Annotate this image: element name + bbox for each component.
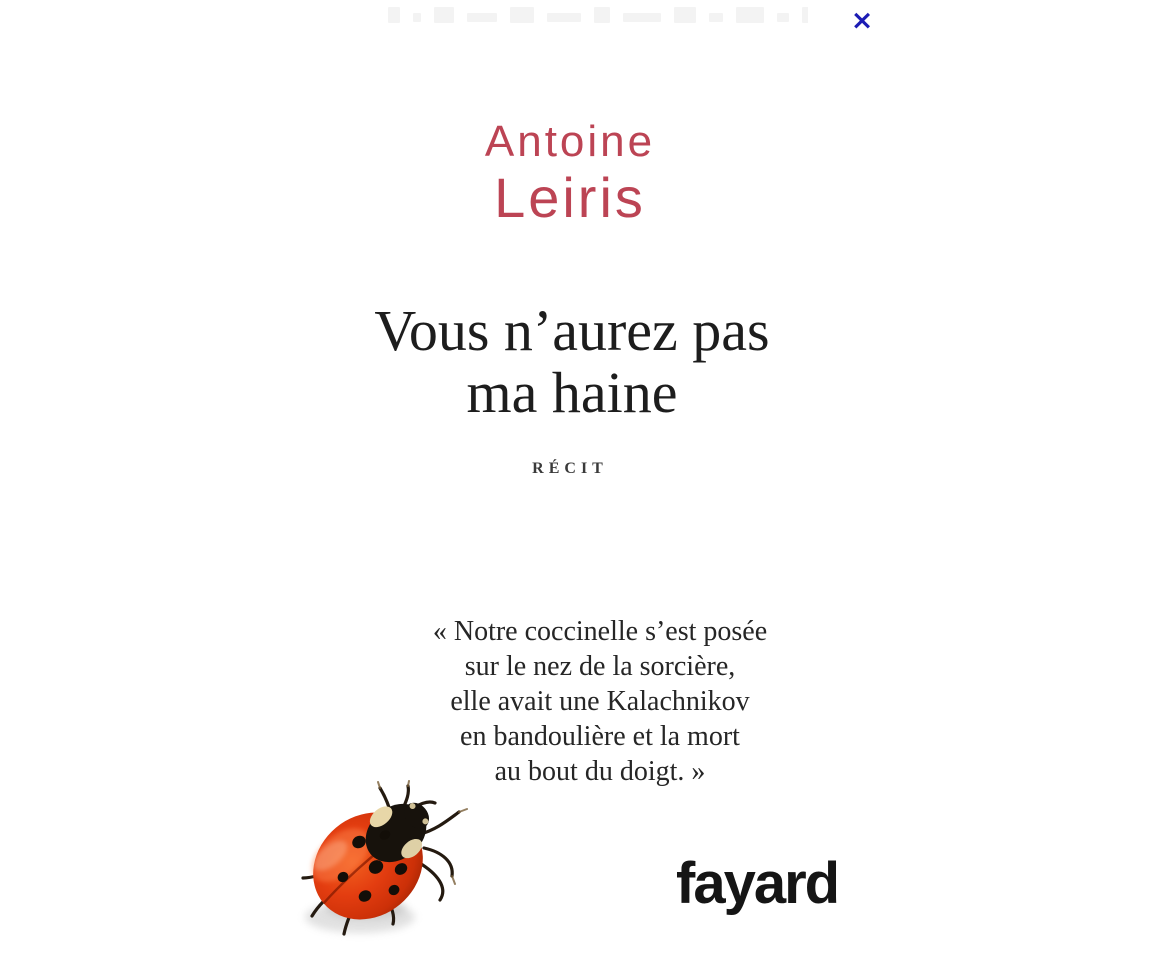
author-first-name: Antoine: [484, 117, 656, 166]
author-name: [70, 116, 1070, 228]
quote-line: au bout du doigt. »: [494, 756, 706, 787]
author-last-name: Leiris: [494, 166, 646, 229]
cropped-text-artifact: [388, 4, 808, 26]
quote-line: elle avait une Kalachnikov: [450, 686, 750, 717]
book-title: [72, 300, 1072, 424]
close-button[interactable]: [845, 3, 879, 37]
ladybug-icon: [296, 778, 481, 956]
close-icon: ×: [850, 4, 874, 36]
quote-line: « Notre coccinelle s’est posée: [432, 616, 768, 647]
genre-label: RÉCIT: [532, 460, 608, 477]
quote-line: sur le nez de la sorcière,: [464, 651, 736, 682]
cover-quote: [100, 614, 1100, 789]
title-line-2: ma haine: [466, 360, 678, 425]
publisher-logo: fayard: [676, 851, 839, 916]
title-line-1: Vous n’aurez pas: [374, 298, 770, 363]
quote-line: en bandoulière et la mort: [460, 721, 740, 752]
